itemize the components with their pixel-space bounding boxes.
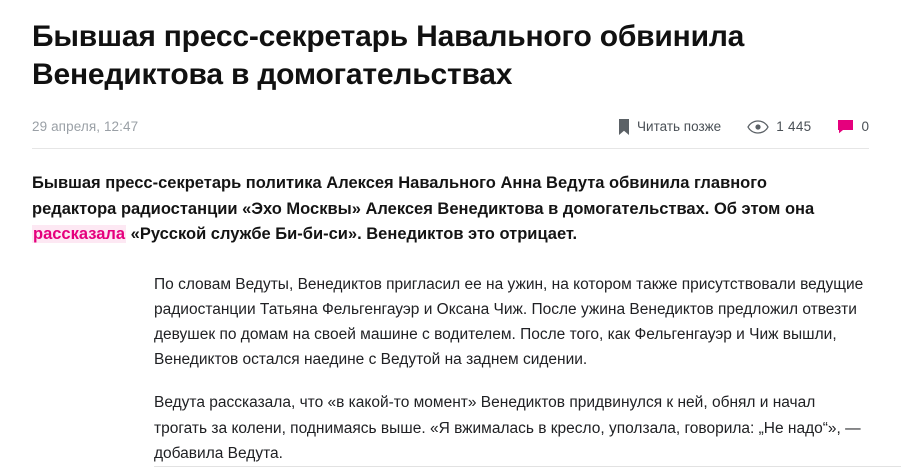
page-title: Бывшая пресс-секретарь Навального обвинила Венедиктова в домогательствах: [32, 20, 745, 92]
article-body: [32, 272, 869, 466]
bookmark-icon: [618, 119, 630, 135]
comments-count: 0: [861, 119, 869, 135]
lead-text-after: «Русской службе Би-би-си». Венедиктов это отрицает.: [126, 225, 578, 244]
meta-actions: [618, 119, 869, 135]
views-count: 1 445: [776, 119, 812, 135]
bookmark-button[interactable]: [618, 119, 721, 135]
comment-icon: [837, 119, 854, 134]
body-paragraph: По словам Ведуты, Венедиктов пригласил ее на ужин, на котором также присутствовали ведущие радиостанции Татьяна Фельгенгауэр и Оксана Чиж. После ужина Венедиктов предложил отвезти девушек по домам на своей машине с водителем. После того, как Фельгенгауэр и Чиж вышли, Венедиктов остался наедине с Ведутой на заднем сидении.: [154, 275, 864, 369]
comments-counter[interactable]: [837, 119, 869, 134]
body-paragraph: Ведута рассказала, что «в какой-то момент» Венедиктов придвинулся к ней, обнял и начал трогать за колени, поднимаясь выше. «Я вжималась в кресло, уползала, говорила: „Не надо“», — добавила Ведута.: [154, 394, 861, 462]
lead-text-before: Бывшая пресс-секретарь политика Алексея Навального Анна Ведута обвинила главного редактора радиостанции «Эхо Москвы» Алексея Венедиктова в домогательствах. Об этом она: [32, 173, 815, 218]
article-lead: [32, 171, 842, 248]
eye-icon: [747, 120, 769, 134]
bookmark-label[interactable]: Читать позже: [637, 119, 722, 135]
publish-date: 29 апреля, 12:47: [32, 119, 139, 135]
views-counter: [747, 119, 811, 134]
article-meta-bar: [32, 119, 869, 149]
lead-source-link[interactable]: рассказала: [33, 225, 126, 244]
